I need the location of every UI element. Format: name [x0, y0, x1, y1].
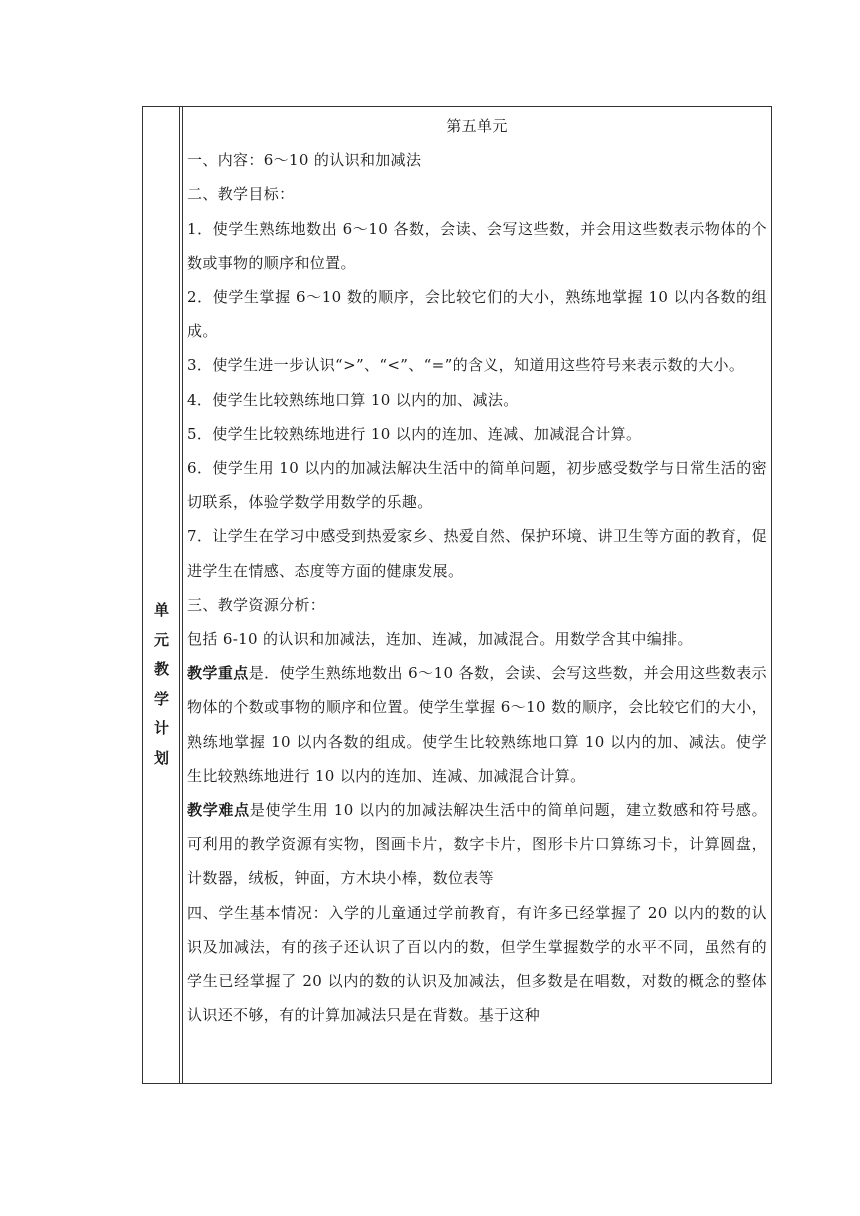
side-label-char: 划 — [153, 748, 169, 767]
difficulty-text: 是使学生用 10 以内的加减法解决生活中的简单问题，建立数感和符号感。可利用的教学资源有实物，图画卡片，数字卡片，图形卡片口算练习卡，计算圆盘，计数器，绒板，钟面，方木块小棒，数位表等 — [187, 801, 767, 888]
column-divider — [182, 107, 183, 1083]
goal-item: 1．使学生熟练地数出 6～10 各数，会读、会写这些数，并会用这些数表示物体的个数或事物的顺序和位置。 — [187, 219, 767, 272]
goal-item: 5．使学生比较熟练地进行 10 以内的连加、连减、加减混合计算。 — [187, 424, 642, 443]
side-label-column — [143, 107, 180, 1083]
unit-title: 第五单元 — [446, 117, 508, 135]
goal-item: 7．让学生在学习中感受到热爱家乡、热爱自然、保护环境、讲卫生等方面的教育，促进学生在情感、态度等方面的健康发展。 — [187, 527, 767, 580]
key-point-paragraph — [187, 656, 767, 793]
side-label-char: 学 — [153, 689, 169, 708]
content-line: 三、教学资源分析： — [187, 595, 326, 614]
side-label-char: 单 — [153, 601, 169, 619]
content-line: 二、教学目标： — [187, 185, 295, 204]
side-label-char: 计 — [153, 719, 169, 737]
goal-item: 4．使学生比较熟练地口算 10 以内的加、减法。 — [187, 390, 519, 409]
goal-item: 2．使学生掌握 6～10 数的顺序，会比较它们的大小，熟练地掌握 10 以内各数的组成。 — [187, 288, 767, 341]
lesson-plan-table — [142, 106, 772, 1084]
key-point-label: 教学重点 — [187, 664, 249, 683]
content-line: 一、内容：6～10 的认识和加减法 — [187, 151, 422, 170]
content-line: 包括 6-10 的认识和加减法，连加、连减，加减混合。用数学含其中编排。 — [187, 630, 693, 649]
content-cell — [187, 109, 767, 1032]
goal-item: 3．使学生进一步认识“>”、“<”、“=”的含义，知道用这些符号来表示数的大小。 — [187, 356, 745, 375]
difficulty-paragraph — [187, 793, 767, 896]
side-label-char: 教 — [153, 660, 169, 678]
goal-item: 6．使学生用 10 以内的加减法解决生活中的简单问题，初步感受数学与日常生活的密切联系，体验学数学用数学的乐趣。 — [187, 459, 767, 512]
side-label — [143, 596, 180, 773]
side-label-char: 元 — [153, 630, 169, 649]
student-situation-paragraph: 四、学生基本情况：入学的儿童通过学前教育，有许多已经掌握了 20 以内的数的认识及加减法，有的孩子还认识了百以内的数，但学生掌握数学的水平不同，虽然有的学生已经掌握了 20 以内的数的认识及加减法，但多数是在唱数，对数的概念的整体认识还不够，有的计算加减法只是在背数。基于这种 — [187, 903, 767, 1025]
key-point-text: 是．使学生熟练地数出 6～10 各数，会读、会写这些数，并会用这些数表示物体的个数或事物的顺序和位置。使学生掌握 6～10 数的顺序，会比较它们的大小，熟练地掌握 10 以内各数的组成。使学生比较熟练地口算 10 以内的加、减法。使学生比较熟练地进行 10 以内的连加、连减、加减混合计算。 — [187, 664, 767, 785]
difficulty-label: 教学难点 — [187, 801, 250, 820]
